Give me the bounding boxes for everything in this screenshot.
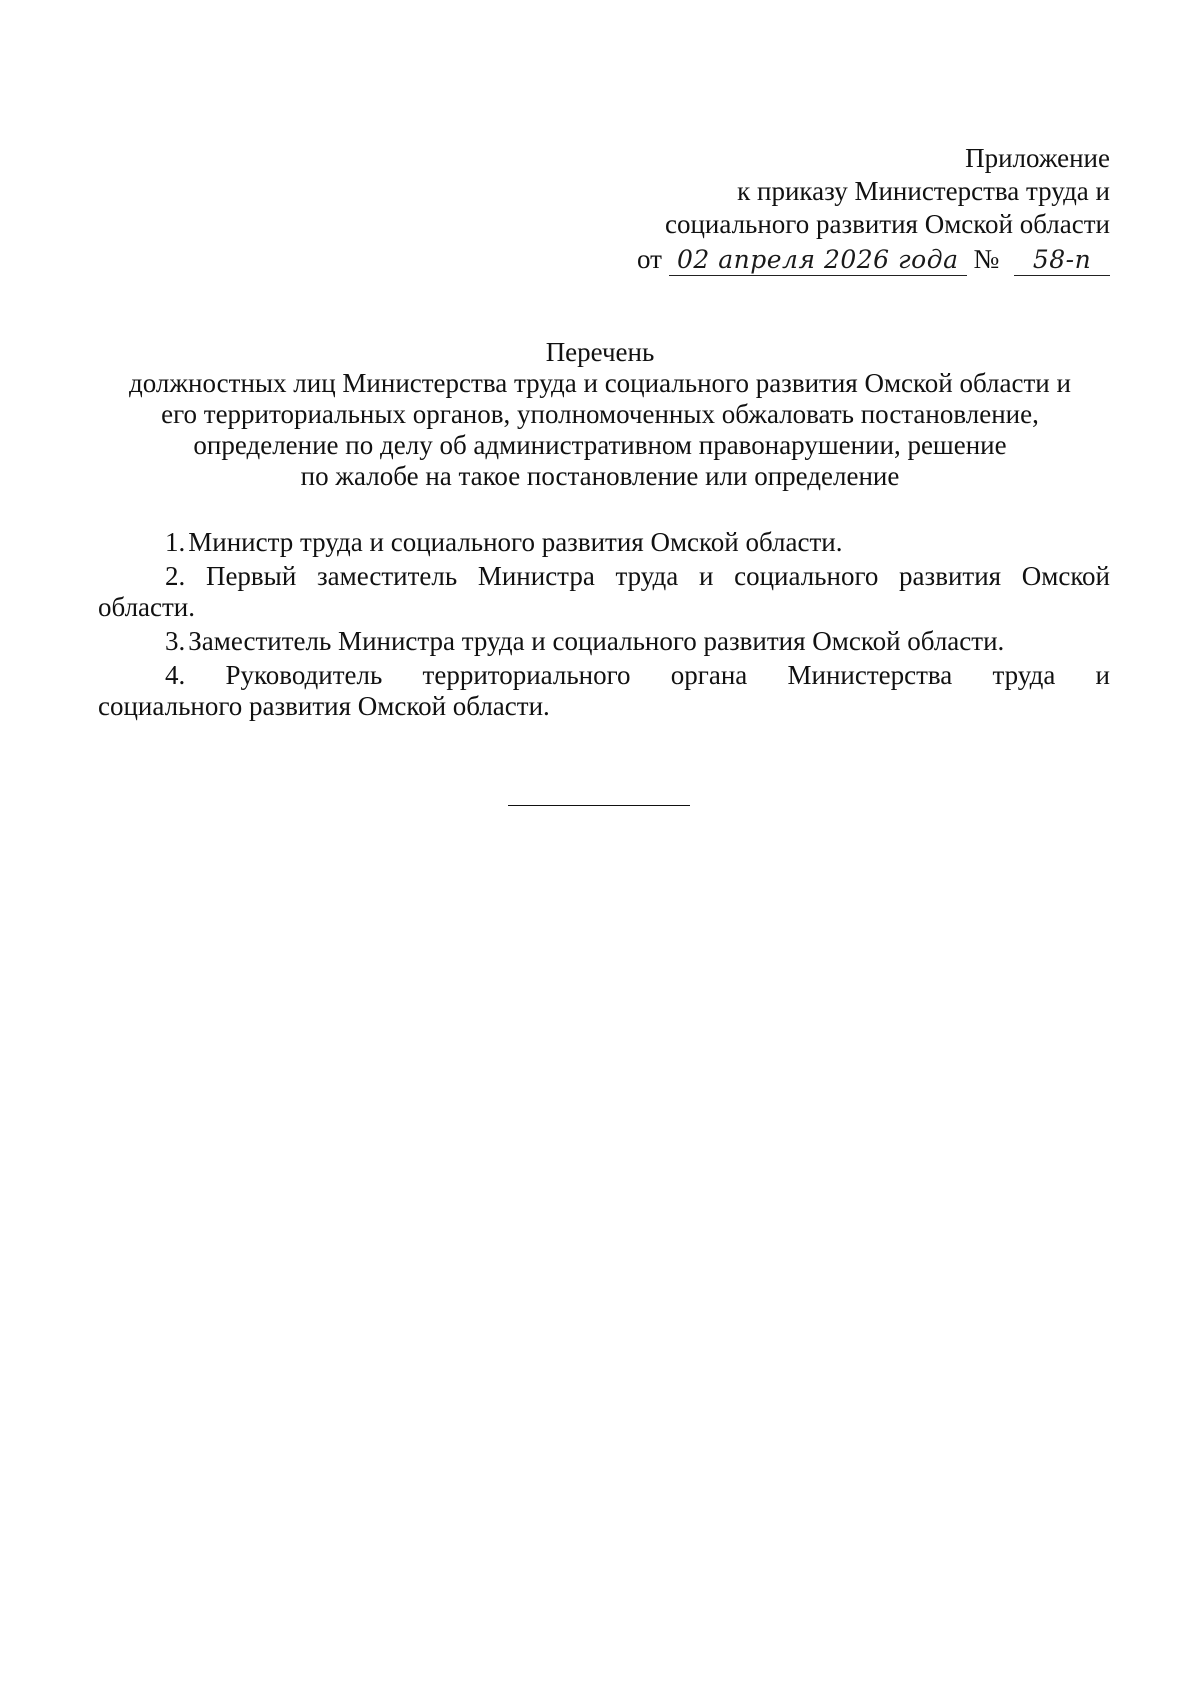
officials-list bbox=[98, 527, 1110, 725]
appendix-label: Приложение bbox=[965, 143, 1110, 173]
number-sign: № bbox=[973, 244, 1000, 274]
list-item-text: Заместитель Министра труда и социального развития Омской области. bbox=[188, 626, 1005, 656]
list-item bbox=[98, 660, 1110, 691]
end-of-list-rule bbox=[508, 805, 690, 806]
list-item-number: 4. bbox=[165, 660, 186, 690]
appendix-header bbox=[560, 142, 1110, 276]
list-item-continuation: области. bbox=[98, 592, 196, 622]
list-item bbox=[98, 626, 1110, 657]
list-item-text: Руководитель территориального органа Министерства труда и bbox=[225, 660, 1111, 690]
list-item-number: 3. bbox=[165, 626, 186, 656]
handwritten-order-date: 02 апреля 2026 года bbox=[669, 245, 967, 276]
list-item-number: 1. bbox=[165, 527, 186, 557]
list-item-continuation: социального развития Омской области. bbox=[98, 691, 550, 721]
list-item-number: 2. bbox=[165, 561, 186, 591]
heading-line: определение по делу об административном правонарушении, решение bbox=[193, 430, 1007, 460]
document-heading bbox=[60, 337, 1140, 492]
list-item-text: Первый заместитель Министра труда и социального развития Омской bbox=[205, 561, 1111, 591]
list-item-text: Министр труда и социального развития Омской области. bbox=[188, 527, 843, 557]
list-item bbox=[98, 561, 1110, 592]
document-title: Перечень bbox=[545, 337, 655, 367]
list-item bbox=[98, 527, 1110, 558]
order-prefix: от bbox=[637, 244, 662, 274]
order-date-number-row bbox=[560, 243, 1110, 276]
heading-line: должностных лиц Министерства труда и социального развития Омской области и bbox=[129, 368, 1071, 398]
handwritten-order-number: 58-п bbox=[1014, 245, 1110, 276]
appendix-ministry: социального развития Омской области bbox=[664, 209, 1110, 239]
heading-line: его территориальных органов, уполномоченных обжаловать постановление, bbox=[161, 399, 1039, 429]
heading-line: по жалобе на такое постановление или определение bbox=[300, 461, 900, 491]
appendix-order-ref: к приказу Министерства труда и bbox=[737, 176, 1110, 206]
